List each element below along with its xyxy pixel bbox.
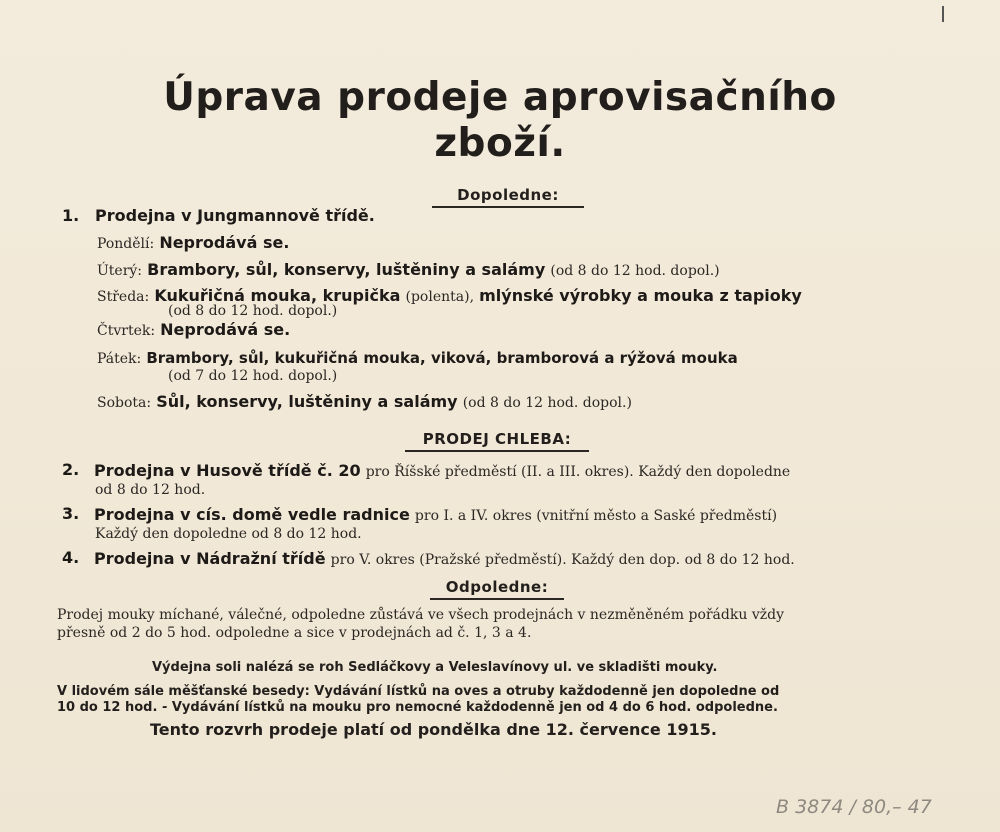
day-hours: (od 8 do 12 hod. dopol.) xyxy=(550,263,720,279)
odpoledne-text-1: Prodej mouky míchané, válečné, odpoledne zůstává ve všech prodejnách v nezměněném pořádku vždy xyxy=(57,607,784,623)
title-line-1: Úprava prodeje aprovisačního xyxy=(163,75,837,120)
besedy-note-1: V lidovém sále měšťanské besedy: Vydávání lístků na oves a otruby každodenně jen dopoledne od xyxy=(57,684,780,699)
day-goods: Brambory, sůl, kukuřičná mouka, viková, bramborová a rýžová mouka xyxy=(146,349,738,367)
archive-handwritten-note: B 3874 / 80,– 47 xyxy=(776,796,932,818)
day-label: Úterý: xyxy=(97,263,143,279)
day-hours-wednesday: (od 8 do 12 hod. dopol.) xyxy=(168,303,338,319)
store-3-number: 3. xyxy=(62,504,80,523)
day-label: Pondělí: xyxy=(97,236,155,252)
validity-note: Tento rozvrh prodeje platí od pondělka dne 12. července 1915. xyxy=(150,720,717,739)
day-goods: Neprodává se. xyxy=(159,233,290,252)
day-label: Středa: xyxy=(97,289,150,305)
day-row-friday xyxy=(97,348,738,367)
store-4-line-1 xyxy=(94,549,795,568)
store-2-text: pro Říšské předměstí (II. a III. okres). Každý den dopoledne xyxy=(365,464,791,480)
store-2-line-1 xyxy=(94,461,790,480)
heading-odpoledne: Odpoledne: xyxy=(430,578,564,600)
store-1-number: 1. xyxy=(62,206,80,225)
day-row-saturday xyxy=(97,392,632,411)
odpoledne-text-2: přesně od 2 do 5 hod. odpoledne a sice v prodejnách ad č. 1, 3 a 4. xyxy=(57,625,532,641)
store-1-name: Prodejna v Jungmannově třídě. xyxy=(95,206,375,225)
store-3-line-1 xyxy=(94,505,777,524)
day-row-monday xyxy=(97,233,289,252)
day-goods: Neprodává se. xyxy=(160,320,291,339)
day-label: Sobota: xyxy=(97,395,152,411)
day-label: Čtvrtek: xyxy=(97,323,156,339)
store-3-line-2: Každý den dopoledne od 8 do 12 hod. xyxy=(95,526,362,542)
day-hours-friday: (od 7 do 12 hod. dopol.) xyxy=(168,368,338,384)
day-goods: Brambory, sůl, konservy, luštěniny a salámy xyxy=(147,260,546,279)
besedy-note-2: 10 do 12 hod. - Vydávání lístků na mouku pro nemocné každodenně jen od 4 do 6 hod. odpoledne. xyxy=(57,700,778,715)
store-3-text: pro I. a IV. okres (vnitřní město a Saské předměstí) xyxy=(414,508,778,524)
day-row-tuesday xyxy=(97,260,720,279)
day-row-thursday xyxy=(97,320,290,339)
title-line-2: zboží. xyxy=(434,121,566,166)
heading-bread: PRODEJ CHLEBA: xyxy=(405,430,589,452)
day-goods: Sůl, konservy, luštěniny a salámy xyxy=(156,392,458,411)
store-4-text: pro V. okres (Pražské předměstí). Každý den dop. od 8 do 12 hod. xyxy=(330,552,795,568)
store-2-number: 2. xyxy=(62,460,80,479)
corner-mark xyxy=(942,6,944,22)
day-goods-a: Kukuřičná mouka, krupička xyxy=(154,286,401,305)
store-4-name: Prodejna v Nádražní třídě xyxy=(94,549,326,568)
store-4-number: 4. xyxy=(62,548,80,567)
day-label: Pátek: xyxy=(97,351,142,367)
heading-dopoledne: Dopoledne: xyxy=(432,186,584,208)
store-3-name: Prodejna v cís. domě vedle radnice xyxy=(94,505,410,524)
store-2-line-2: od 8 do 12 hod. xyxy=(95,482,206,498)
day-hours: (od 8 do 12 hod. dopol.) xyxy=(462,395,632,411)
day-goods-paren: (polenta), xyxy=(405,289,475,305)
day-goods-b: mlýnské výrobky a mouka z tapioky xyxy=(479,286,802,305)
store-2-name: Prodejna v Husově třídě č. 20 xyxy=(94,461,361,480)
salt-note: Výdejna soli nalézá se roh Sedláčkovy a Veleslavínovy ul. ve skladišti mouky. xyxy=(152,660,718,675)
